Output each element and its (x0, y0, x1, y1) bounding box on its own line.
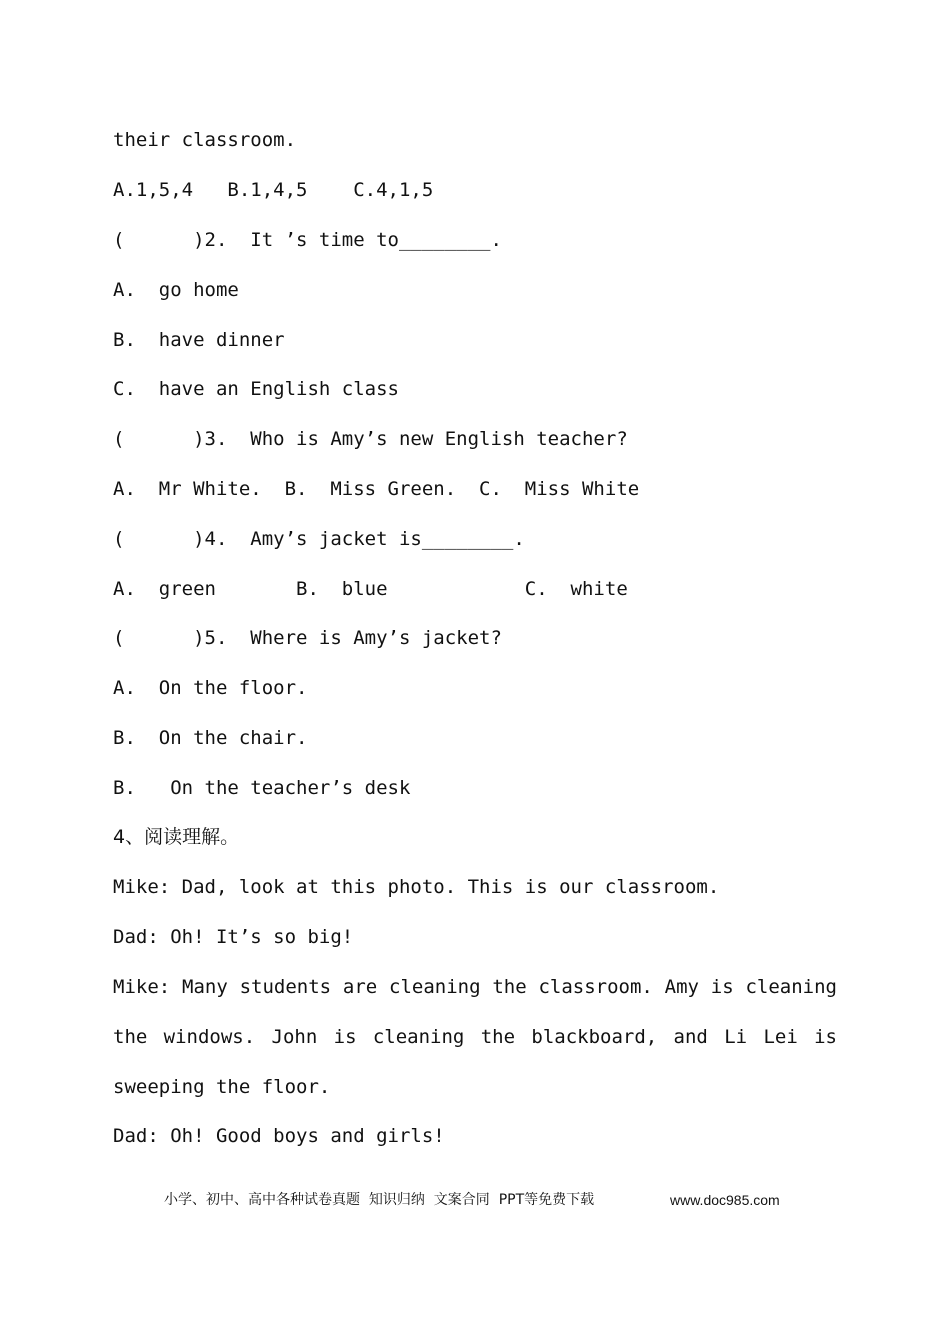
dialogue-line: sweeping the floor. (113, 1076, 331, 1098)
text-line: their classroom. (113, 129, 297, 151)
dialogue-line: Dad: Oh! Good boys and girls! (113, 1125, 445, 1147)
option-b: B. On the chair. (113, 727, 308, 749)
question-4: ( )4. Amy’s jacket is________. (113, 528, 525, 550)
dialogue-line: Dad: Oh! It’s so big! (113, 926, 354, 948)
option-c: C. have an English class (113, 378, 399, 400)
question-3-options: A. Mr White. B. Miss Green. C. Miss White (113, 478, 640, 500)
footer-text: 小学、初中、高中各种试卷真题 知识归纳 文案合同 PPT等免费下载 (164, 1192, 595, 1208)
question-2: ( )2. It ’s time to________. (113, 229, 502, 251)
question-5: ( )5. Where is Amy’s jacket? (113, 627, 502, 649)
option-a: A. On the floor. (113, 677, 308, 699)
option-a: A. go home (113, 279, 239, 301)
footer-url[interactable]: www.doc985.com (670, 1192, 780, 1208)
dialogue-line: the windows. John is cleaning the blackboard, and Li Lei is (113, 1026, 837, 1048)
dialogue-line: Mike: Many students are cleaning the classroom. Amy is cleaning (113, 976, 837, 998)
answer-options-line: A.1,5,4 B.1,4,5 C.4,1,5 (113, 179, 434, 201)
section-heading: 4、阅读理解。 (113, 826, 240, 848)
option-b-duplicate: B. On the teacher’s desk (113, 777, 411, 799)
question-3: ( )3. Who is Amy’s new English teacher? (113, 428, 628, 450)
option-b: B. have dinner (113, 329, 285, 351)
question-4-options: A. green B. blue C. white (113, 578, 628, 600)
dialogue-line: Mike: Dad, look at this photo. This is our classroom. (113, 876, 720, 898)
